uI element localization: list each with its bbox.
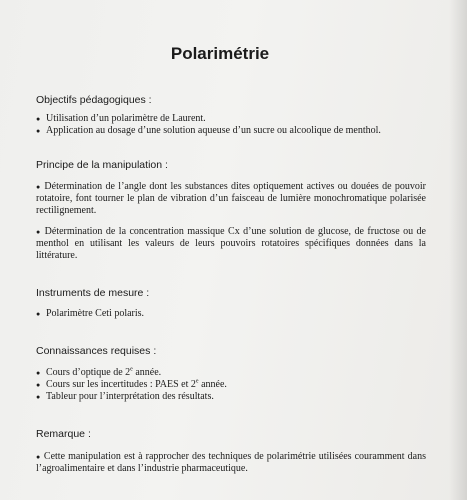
heading-remarque: Remarque : [36, 428, 91, 440]
document-title: Polarimétrie [170, 44, 270, 63]
list-item: ● Tableur pour l’interprétation des résultats. [36, 391, 426, 403]
list-item: ● Utilisation d’un polarimètre de Laurent. [36, 113, 426, 125]
principe-paragraph-1 [36, 181, 426, 217]
paragraph-text: Détermination de l’angle dont les substances dites optiquement actives ou douées de pouvoir rotatoire, font tourner le plan de vibration d’un faisceau de lumière monochromatique polarisée rectilignement. [36, 181, 427, 216]
bullet-icon: ● [36, 183, 42, 191]
list-item: ● Polarimètre Ceti polaris. [36, 308, 426, 320]
heading-instruments: Instruments de mesure : [36, 287, 150, 299]
bullet-icon: ● [36, 453, 41, 461]
paragraph-text: Cette manipulation est à rapprocher des techniques de polarimétrie utilisées couramment dans l’agroalimentaire et dans l’industrie pharmaceutique. [36, 451, 427, 474]
objectifs-list [36, 113, 426, 137]
remarque-paragraph [36, 451, 426, 475]
list-item: ● Cours sur les incertitudes : PAES et 2e année. [36, 379, 426, 391]
connaissances-list [36, 367, 426, 403]
paragraph-text: Détermination de la concentration massique Cx d’une solution de glucose, de fructose ou de menthol en utilisant les valeurs de leurs pouvoirs rotatoires spécifiques données dans la littérature. [36, 226, 426, 261]
list-item: ● Cours d’optique de 2e année. [36, 367, 426, 379]
page-edge-shadow [449, 0, 467, 500]
heading-connaissances: Connaissances requises : [36, 345, 157, 357]
heading-principe: Principe de la manipulation : [36, 159, 168, 171]
list-item: ● Application au dosage d’une solution aqueuse d’un sucre ou alcoolique de menthol. [36, 125, 426, 137]
bullet-icon: ● [36, 228, 42, 236]
principe-paragraph-2 [36, 226, 426, 262]
instruments-list [36, 308, 426, 320]
heading-objectifs: Objectifs pédagogiques : [36, 94, 152, 106]
